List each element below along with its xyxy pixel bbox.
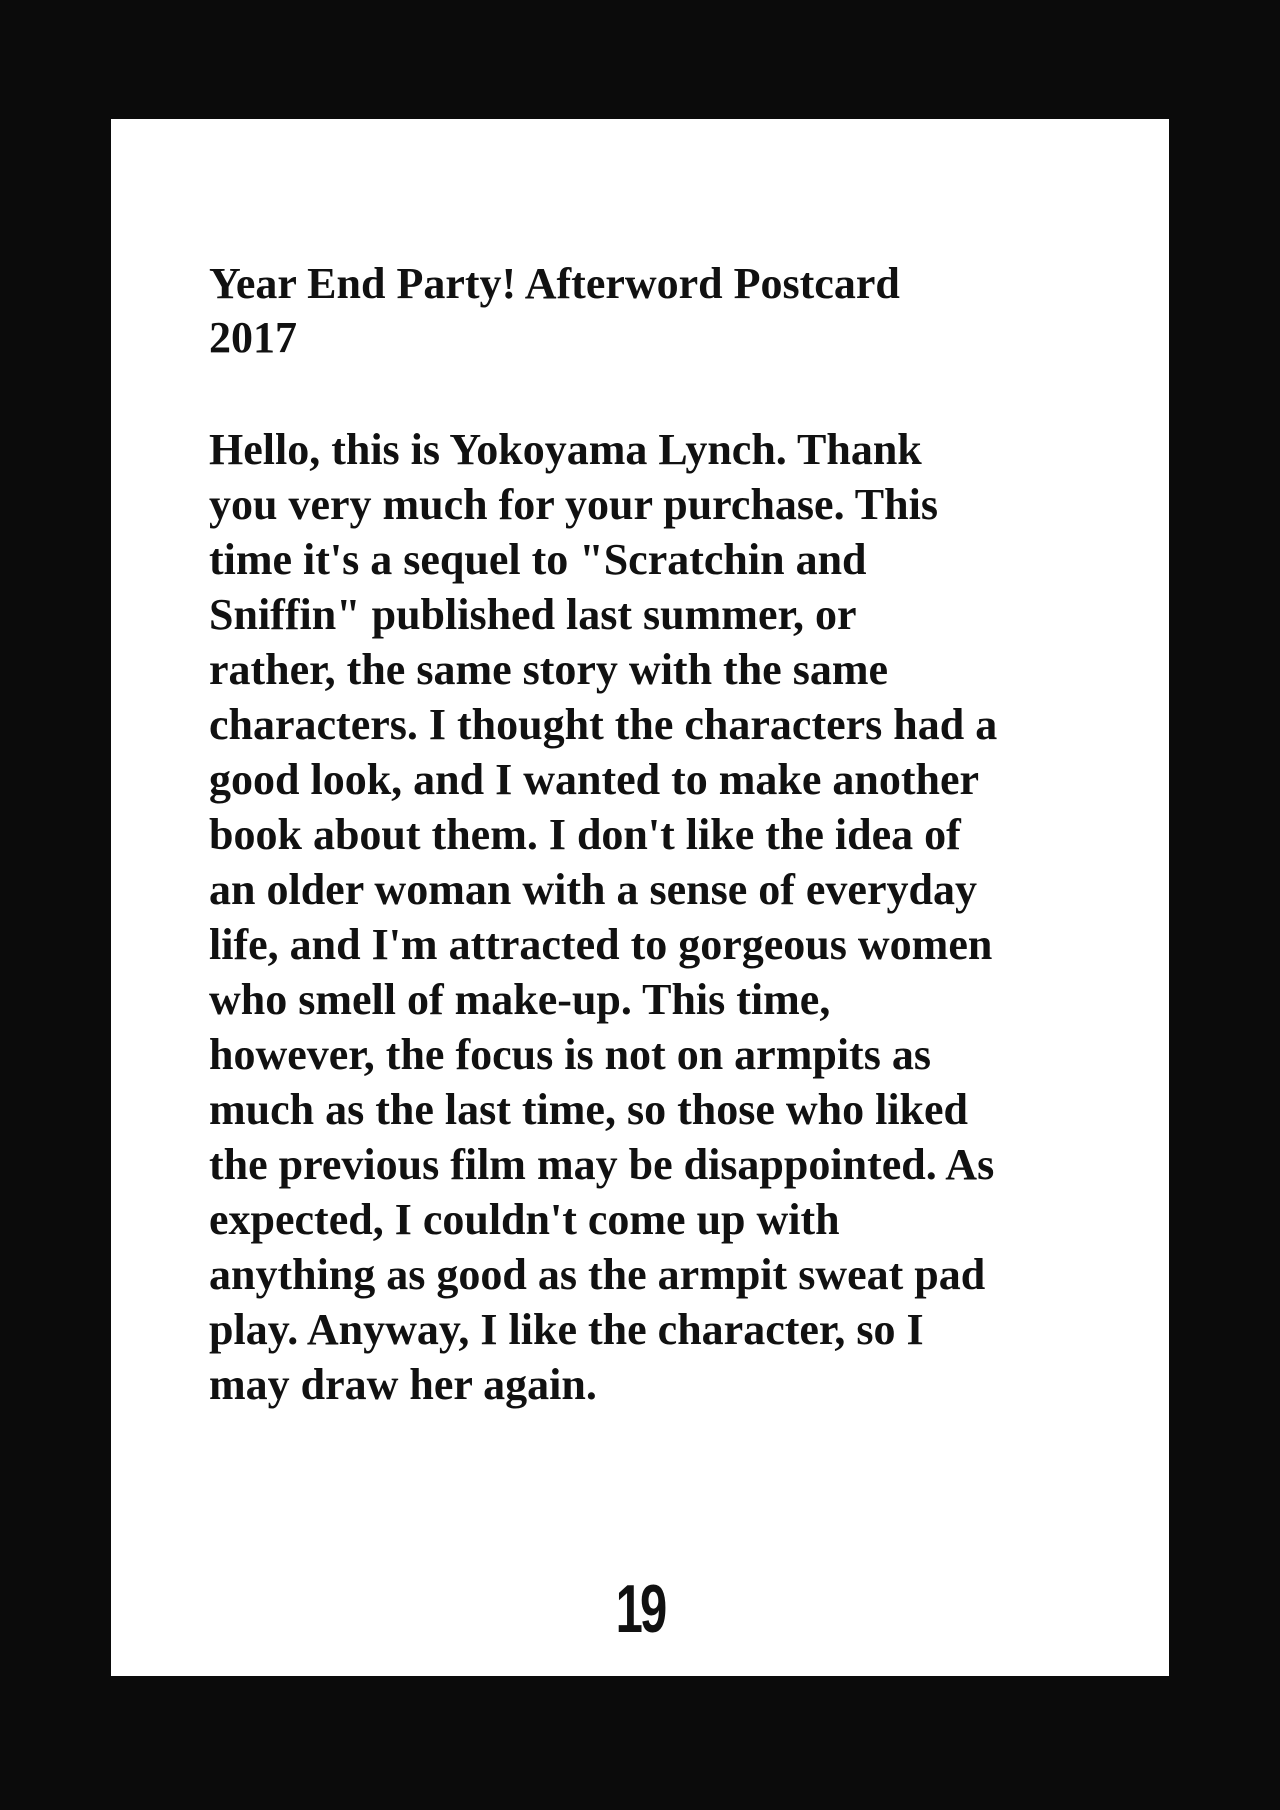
body-line: the previous film may be disappointed. As — [209, 1140, 995, 1189]
body-line: characters. I thought the characters had a — [209, 700, 998, 749]
body-line: expected, I couldn't come up with — [209, 1195, 840, 1244]
body-line: Sniffin" published last summer, or — [209, 590, 857, 639]
body-paragraph — [209, 422, 1089, 1412]
body-line: may draw her again. — [209, 1360, 597, 1409]
body-line: however, the focus is not on armpits as — [209, 1030, 931, 1079]
body-line: book about them. I don't like the idea of — [209, 810, 961, 859]
body-line: play. Anyway, I like the character, so I — [209, 1305, 924, 1354]
body-line: much as the last time, so those who liked — [209, 1085, 969, 1134]
body-line: anything as good as the armpit sweat pad — [209, 1250, 986, 1299]
body-line: good look, and I wanted to make another — [209, 755, 980, 804]
postcard-page — [111, 119, 1169, 1676]
body-line: life, and I'm attracted to gorgeous women — [209, 920, 993, 969]
body-line: an older woman with a sense of everyday — [209, 865, 977, 914]
body-line: you very much for your purchase. This — [209, 480, 938, 529]
body-line: rather, the same story with the same — [209, 645, 889, 694]
body-line: who smell of make-up. This time, — [209, 975, 831, 1024]
page-number: 19 — [615, 1571, 665, 1647]
body-line: Hello, this is Yokoyama Lynch. Thank — [209, 425, 922, 474]
body-line: time it's a sequel to "Scratchin and — [209, 535, 867, 584]
page-title — [209, 257, 1069, 365]
title-line-2: 2017 — [209, 313, 297, 362]
title-line-1: Year End Party! Afterword Postcard — [209, 259, 900, 308]
